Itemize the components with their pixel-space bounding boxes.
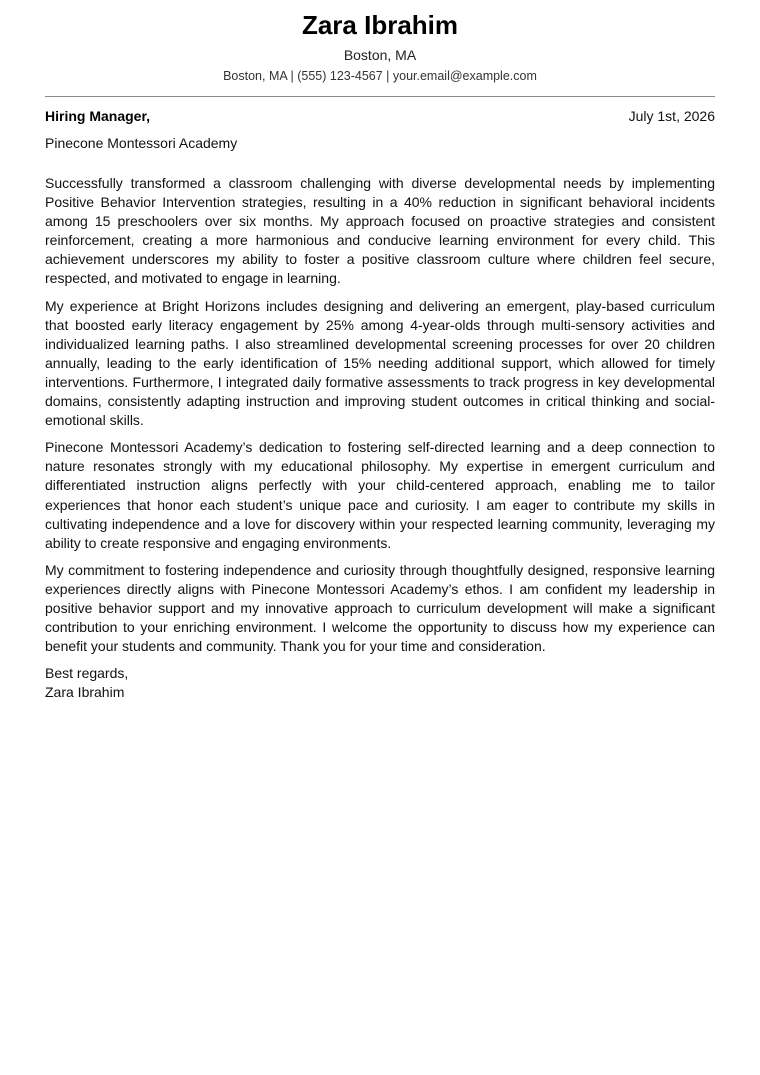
- letter-date: July 1st, 2026: [628, 108, 715, 124]
- recipient-company: Pinecone Montessori Academy: [45, 135, 238, 151]
- body-paragraph: Pinecone Montessori Academy’s dedication to fostering self-directed learning and a deep connection to nature resonates strongly with my educational philosophy. My expertise in emergent curriculum and differentiated instruction aligns perfectly with your child-centered approach, enabling me to tailor experiences that honor each student’s unique pace and curiosity. I am eager to contribute my skills in cultivating independence and a love for discovery within your respected learning community, leveraging my ability to create responsive and engaging environments.: [45, 439, 715, 551]
- body-paragraph: My experience at Bright Horizons includes designing and delivering an emergent, play-based curriculum that boosted early literacy engagement by 25% among 4-year-olds through multi-sensory activities and individualized learning paths. I also streamlined developmental screening processes for over 20 children annually, leading to the early identification of 15% needing additional support, which allowed for timely interventions. Furthermore, I integrated daily formative assessments to track progress in key developmental domains, consistently adapting instruction and improving student outcomes in critical thinking and social-emotional skills.: [45, 297, 715, 429]
- recipient-date-row: [45, 107, 715, 125]
- applicant-name: Zara Ibrahim: [301, 10, 459, 40]
- body-paragraph: My commitment to fostering independence and curiosity through thoughtfully designed, responsive learning experiences directly aligns with Pinecone Montessori Academy’s ethos. I am confident my leadership in positive behavior support and my innovative approach to curriculum development will make a significant contribution to your enriching environment. I welcome the opportunity to discuss how my experience can benefit your students and community. Thank you for your time and consideration.: [45, 561, 715, 655]
- letter-closing: [45, 664, 715, 702]
- letter-body: [45, 174, 715, 656]
- letter-header: [45, 0, 715, 84]
- recipient-salutation: Hiring Manager,: [45, 108, 151, 124]
- sign-off: Best regards,: [45, 665, 129, 682]
- applicant-contact-line: Boston, MA | (555) 123-4567 | your.email@example.com: [223, 69, 537, 83]
- applicant-location: Boston, MA: [343, 47, 417, 63]
- signature-name: Zara Ibrahim: [45, 684, 125, 701]
- header-divider: [45, 96, 715, 97]
- body-paragraph: Successfully transformed a classroom challenging with diverse developmental needs by implementing Positive Behavior Intervention strategies, resulting in a 40% reduction in significant behavioral incidents among 15 preschoolers over six months. My approach focused on proactive strategies and consistent reinforcement, creating a more harmonious and conducive learning environment for every child. This achievement underscores my ability to foster a positive classroom culture where children feel secure, respected, and motivated to engage in learning.: [45, 175, 715, 287]
